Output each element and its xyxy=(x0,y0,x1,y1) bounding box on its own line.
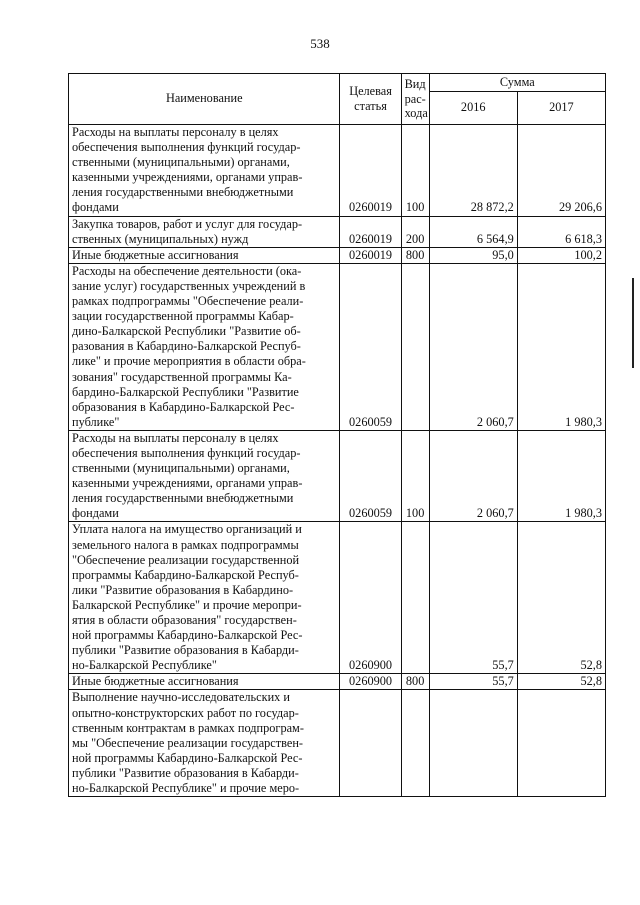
row-name xyxy=(69,247,340,263)
header-kind-line: Вид xyxy=(404,77,426,92)
row-name-line: "Обеспечение реализации государственной xyxy=(72,552,300,567)
header-target-article xyxy=(340,74,401,125)
table-body xyxy=(69,125,606,797)
table-row xyxy=(69,690,606,797)
table-header xyxy=(69,74,606,125)
header-code-line: статья xyxy=(354,99,387,113)
row-sum-2016 xyxy=(429,690,517,797)
budget-table xyxy=(68,73,606,797)
row-expense-type: 800 xyxy=(401,674,429,690)
table-row xyxy=(69,263,606,430)
header-kind-line: рас- xyxy=(404,91,426,106)
row-target-article xyxy=(340,690,401,797)
row-name-line: разования в Кабардино-Балкарской Респуб- xyxy=(72,339,301,354)
row-name-line: земельного налога в рамках подпрограммы xyxy=(72,537,299,552)
row-name-line: казенными учреждениями, органами управ- xyxy=(72,476,303,491)
row-expense-type xyxy=(401,263,429,430)
row-name-line: публике" xyxy=(72,414,120,429)
row-name-line: ственными (муниципальными) органами, xyxy=(72,461,290,476)
row-name-line: Расходы на выплаты персоналу в целях xyxy=(72,125,279,139)
page-number: 538 xyxy=(310,36,330,51)
row-name-line: Расходы на выплаты персоналу в целях xyxy=(72,430,279,445)
row-expense-type xyxy=(401,522,429,674)
row-name-line: ной программы Кабардино-Балкарской Рес- xyxy=(72,750,303,765)
row-name-line: опытно-конструкторских работ по государ- xyxy=(72,705,299,720)
header-sum: Сумма xyxy=(429,74,605,92)
row-name-line: фондами xyxy=(72,506,119,521)
row-name xyxy=(69,674,340,690)
row-name-line: Выполнение научно-исследовательских и xyxy=(72,690,290,705)
table-row xyxy=(69,125,606,217)
row-name-line: дино-Балкарской Республики "Развитие об- xyxy=(72,324,301,339)
row-sum-2016: 28 872,2 xyxy=(429,125,517,217)
row-name-line: ственным контрактам в рамках подпрограм- xyxy=(72,720,304,735)
margin-mark xyxy=(632,278,634,368)
table-row xyxy=(69,522,606,674)
row-name-line: рамках подпрограммы "Обеспечение реали- xyxy=(72,294,304,309)
row-sum-2016: 2 060,7 xyxy=(429,430,517,522)
row-target-article: 0260900 xyxy=(340,522,401,674)
row-name xyxy=(69,522,340,674)
row-name-line: лике" и прочие мероприятия в области обра- xyxy=(72,354,306,369)
header-expense-type xyxy=(401,74,429,125)
row-name-line: публики "Развитие образования в Кабарди- xyxy=(72,643,299,658)
row-name-line: бардино-Балкарской Республики "Развитие xyxy=(72,384,299,399)
row-sum-2016: 55,7 xyxy=(429,522,517,674)
row-name-line: ной программы Кабардино-Балкарской Рес- xyxy=(72,628,303,643)
row-name xyxy=(69,430,340,522)
row-name xyxy=(69,263,340,430)
row-sum-2017: 1 980,3 xyxy=(517,263,605,430)
row-target-article: 0260059 xyxy=(340,263,401,430)
row-name-line: ления государственными внебюджетными xyxy=(72,185,294,200)
row-expense-type: 200 xyxy=(401,216,429,247)
row-name xyxy=(69,216,340,247)
row-target-article: 0260019 xyxy=(340,125,401,217)
row-name-line: ственными (муниципальными) органами, xyxy=(72,155,290,170)
table-row xyxy=(69,216,606,247)
row-target-article: 0260019 xyxy=(340,247,401,263)
row-name-line: Иные бюджетные ассигнования xyxy=(72,674,239,689)
table-row xyxy=(69,674,606,690)
row-sum-2016: 55,7 xyxy=(429,674,517,690)
row-expense-type xyxy=(401,690,429,797)
row-name-line: Иные бюджетные ассигнования xyxy=(72,247,239,262)
row-name-line: образования в Кабардино-Балкарской Рес- xyxy=(72,399,295,414)
row-name-line: казенными учреждениями, органами управ- xyxy=(72,170,303,185)
row-name-line: но-Балкарской Республике" и прочие меро- xyxy=(72,781,300,796)
row-sum-2016: 6 564,9 xyxy=(429,216,517,247)
table-row xyxy=(69,430,606,522)
row-expense-type: 100 xyxy=(401,125,429,217)
row-name-line: Балкарской Республике" и прочие меропри- xyxy=(72,597,302,612)
row-name-line: мы "Обеспечение реализации государствен- xyxy=(72,735,303,750)
row-sum-2017 xyxy=(517,690,605,797)
row-sum-2016: 95,0 xyxy=(429,247,517,263)
row-name-line: ственных (муниципальных) нужд xyxy=(72,231,249,246)
row-target-article: 0260900 xyxy=(340,674,401,690)
row-name-line: публики "Развитие образования в Кабарди- xyxy=(72,765,299,780)
row-name xyxy=(69,125,340,217)
header-year-2017: 2017 xyxy=(517,92,605,125)
row-name-line: ления государственными внебюджетными xyxy=(72,491,294,506)
row-name-line: Закупка товаров, работ и услуг для государ- xyxy=(72,216,303,231)
row-name-line: фондами xyxy=(72,200,119,215)
row-target-article: 0260019 xyxy=(340,216,401,247)
row-sum-2017: 100,2 xyxy=(517,247,605,263)
row-sum-2017: 52,8 xyxy=(517,522,605,674)
header-code-line: Целевая xyxy=(349,83,392,98)
row-name-line: зования" государственной программы Ка- xyxy=(72,369,292,384)
table-row xyxy=(69,247,606,263)
row-name-line: зации государственной программы Кабар- xyxy=(72,309,294,324)
row-sum-2017: 6 618,3 xyxy=(517,216,605,247)
row-name-line: лики "Развитие образования в Кабардино- xyxy=(72,582,294,597)
row-expense-type: 800 xyxy=(401,247,429,263)
row-name-line: ятия в области образования" государствен- xyxy=(72,613,297,627)
row-sum-2017: 1 980,3 xyxy=(517,430,605,522)
row-sum-2016: 2 060,7 xyxy=(429,263,517,430)
row-name-line: зание услуг) государственных учреждений в xyxy=(72,278,306,293)
row-name-line: но-Балкарской Республике" xyxy=(72,658,217,673)
row-name-line: Уплата налога на имущество организаций и xyxy=(72,522,302,537)
row-name-line: программы Кабардино-Балкарской Респуб- xyxy=(72,567,299,582)
row-sum-2017: 52,8 xyxy=(517,674,605,690)
row-sum-2017: 29 206,6 xyxy=(517,125,605,217)
header-kind-line: хода xyxy=(404,106,428,121)
row-name-line: обеспечения выполнения функций государ- xyxy=(72,140,301,155)
row-expense-type: 100 xyxy=(401,430,429,522)
header-name: Наименование xyxy=(69,74,340,125)
row-name-line: обеспечения выполнения функций государ- xyxy=(72,445,301,460)
row-target-article: 0260059 xyxy=(340,430,401,522)
header-year-2016: 2016 xyxy=(429,92,517,125)
row-name xyxy=(69,690,340,797)
row-name-line: Расходы на обеспечение деятельности (ока- xyxy=(72,263,302,278)
